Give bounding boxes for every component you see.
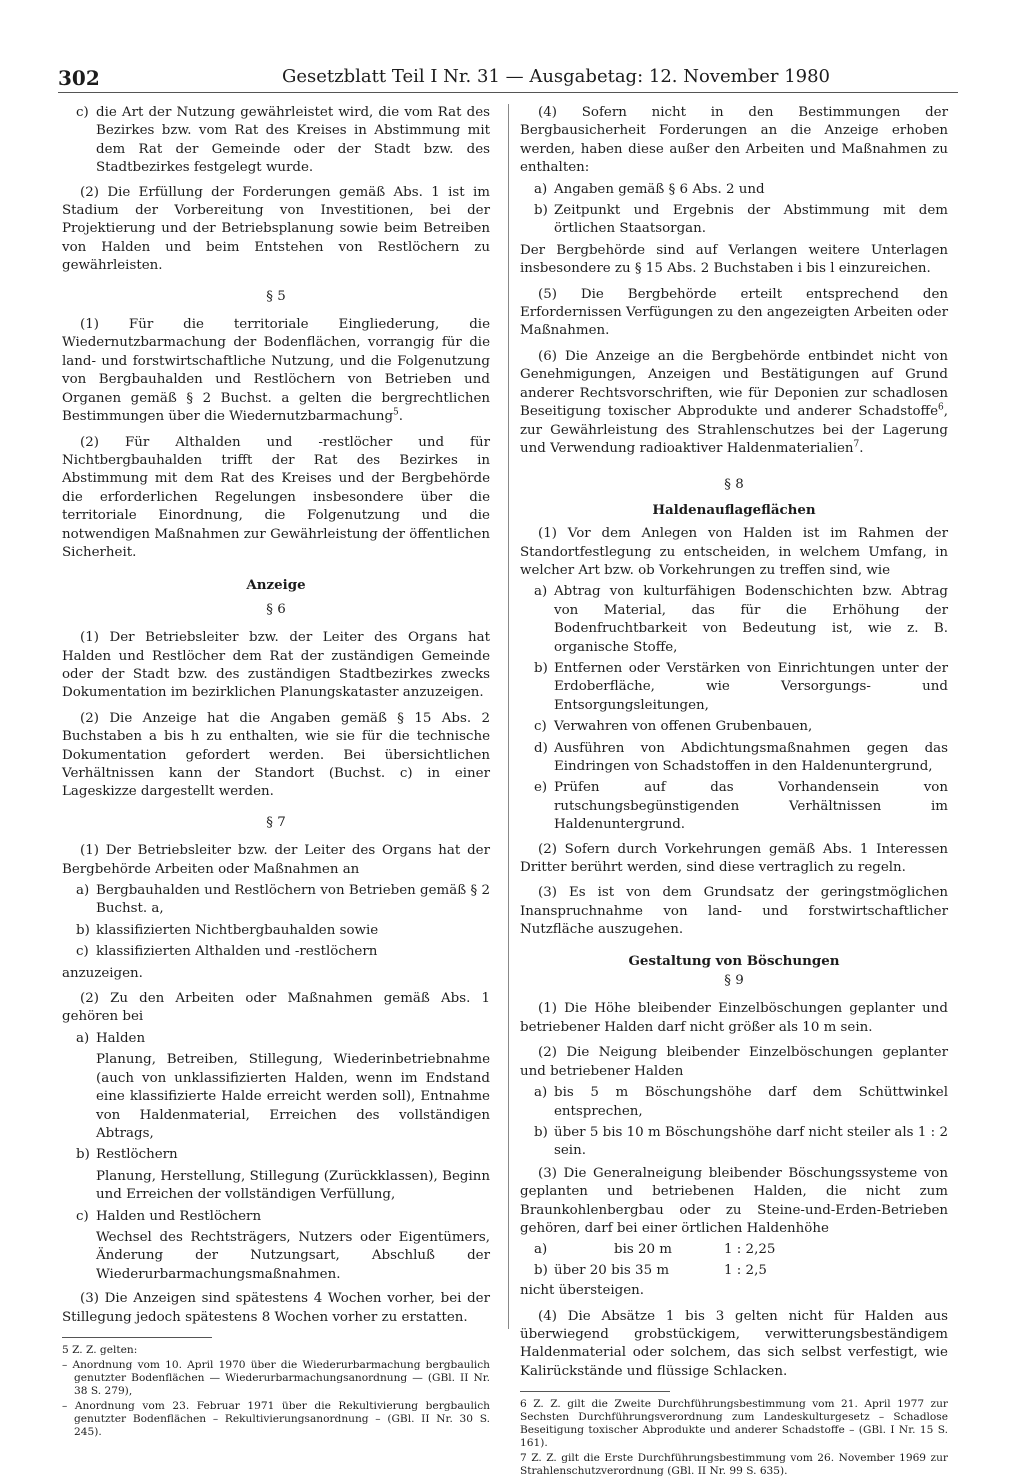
- section-6-sign: § 6: [266, 601, 286, 617]
- list-item-text: Wechsel des Rechtsträgers, Nutzers oder Eigentümers, Änderung der Nutzungsart, Abschluß der Wiederurbarmachungsmaßnahmen.: [96, 1229, 490, 1282]
- list-item: b) Entfernen oder Verstärken von Einrichtungen unter der Erdoberfläche, wie Versorgungs- und Entsorgungsleitungen,: [534, 660, 948, 713]
- paragraph: (1) Der Betriebsleiter bzw. der Leiter des Organs hat der Bergbehörde Arbeiten oder Maßnahmen an: [62, 843, 490, 877]
- paragraph: (3) Es ist von dem Grundsatz der geringstmöglichen Inanspruchnahme von land- und forstwirtschaftlicher Nutzfläche auszugehen.: [520, 885, 948, 938]
- paragraph: (1) Die Höhe bleibender Einzelböschungen geplanter und betriebener Halden darf nicht größer als 10 m sein.: [520, 1001, 948, 1035]
- table-row: b) über 20 bis 35 m 1 : 2,5: [534, 1262, 767, 1278]
- section-5-sign: § 5: [266, 288, 286, 304]
- footnote-5: 5 Z. Z. gelten:: [62, 1343, 138, 1356]
- paragraph: (4) Die Absätze 1 bis 3 gelten nicht für Halden aus überwiegend grobstückigem, verwitterungsbeständigem Haldenmaterial oder solchem, das sich selbst verfestigt, wie Kalirückstände und flüssige Schlacken.: [520, 1308, 948, 1379]
- heading-haldenauflageflaechen: Haldenauflageflächen: [652, 501, 816, 518]
- list-item-text: Planung, Herstellung, Stillegung (Zurückklassen), Beginn und Erreichen der vollständigen Verfüllung,: [96, 1168, 490, 1203]
- paragraph: (4) Sofern nicht in den Bestimmungen der Bergbausicherheit Forderungen an die Anzeige erhoben werden, haben diese außer den Arbeiten und Maßnahmen zu enthalten:: [520, 105, 948, 176]
- list-item: e) Prüfen auf das Vorhandensein von rutschungsbegünstigenden Verhältnissen im Haldenuntergrund.: [534, 780, 948, 833]
- footnote-6: 6 Z. Z. gilt die Zweite Durchführungsbestimmung vom 21. April 1977 zur Sechsten Durchführungsverordnung zum Landeskulturgesetz – Schadlose Beseitigung toxischer Abprodukte und anderer Schadstoffe – (GBl. I Nr. 15 S. 161).: [520, 1398, 948, 1450]
- paragraph: (1) Für die territoriale Eingliederung, die Wiedernutzbarmachung der Bodenflächen, vorrangig für die land- und forstwirtschaftliche Nutzung, und die Folgenutzung von Bergbauhalden und Restlöchern von Betrieben und Organen gemäß § 2 Buchst. a gelten die bergrechtlichen Bestimmungen über die Wiedernutzbarmachung$^5$.: [62, 317, 490, 425]
- list-item: c) Verwahren von offenen Grubenbauen,: [534, 719, 813, 735]
- paragraph: (3) Die Generalneigung bleibender Böschungssysteme von geplanten und betriebenen Halden, die nicht zum Braunkohlenbergbau oder zu Steine-und-Erden-Betrieben gehören, darf bei einer örtlichen Haldenhöhe: [520, 1165, 948, 1236]
- list-item: c) klassifizierten Althalden und -restlöchern: [76, 944, 378, 960]
- list-item: a) Halden: [76, 1030, 146, 1046]
- header-rule: [58, 92, 958, 93]
- list-item: a) Abtrag von kulturfähigen Bodenschichten bzw. Abtrag von Material, das für die Erhöhung der Bodenfruchtbarkeit von Bedeutung ist, wie z. B. organische Stoffe,: [534, 584, 948, 655]
- list-item-text: Planung, Betreiben, Stillegung, Wiederinbetriebnahme (auch von unklassifizierten Halden, wenn im Endstand eine klassifizierte Halde erreicht werden soll), Entnahme von Haldenmaterial, Erreichen des vollständigen Abtrags,: [96, 1052, 490, 1141]
- heading-gestaltung-boeschungen: Gestaltung von Böschungen: [628, 952, 840, 969]
- list-item: a) Angaben gemäß § 6 Abs. 2 und: [534, 181, 765, 197]
- paragraph: Der Bergbehörde sind auf Verlangen weitere Unterlagen insbesondere zu § 15 Abs. 2 Buchstaben i bis l einzureichen.: [520, 242, 948, 277]
- list-item: d) Ausführen von Abdichtungsmaßnahmen gegen das Eindringen von Schadstoffen in den Haldenuntergrund,: [534, 740, 948, 774]
- list-item: b) klassifizierten Nichtbergbauhalden sowie: [76, 922, 379, 938]
- paragraph: (1) Der Betriebsleiter bzw. der Leiter des Organs hat Halden und Restlöcher dem Rat der zuständigen Gemeinde oder der Stadt bzw. des zuständigen Stadtbezirkes zwecks Dokumentation im bezirklichen Planungskataster anzuzeigen.: [62, 630, 490, 701]
- list-item: b) über 5 bis 10 m Böschungshöhe darf nicht steiler als 1 : 2 sein.: [534, 1124, 948, 1159]
- paragraph: anzuzeigen.: [62, 965, 143, 981]
- footnote-7: 7 Z. Z. gilt die Erste Durchführungsbestimmung vom 26. November 1969 zur Strahlenschutzverordnung (GBl. II Nr. 99 S. 635).: [520, 1452, 948, 1478]
- paragraph: (3) Die Anzeigen sind spätestens 4 Wochen vorher, bei der Stillegung jedoch spätestens 8 Wochen vorher zu erstatten.: [62, 1291, 490, 1325]
- section-8-sign: § 8: [724, 477, 744, 493]
- paragraph: (6) Die Anzeige an die Bergbehörde entbindet nicht von Genehmigungen, Anzeigen und Bestätigungen auf Grund anderer Rechtsvorschriften, wie für Deponien zur schadlosen Beseitigung toxischer Abprodukte und anderer Schadstoffe$^6$, zur Gewährleistung des Strahlenschutzes bei der Lagerung und Verwendung radioaktiver Haldenmaterialien$^7$.: [520, 348, 948, 456]
- left-column: [62, 104, 490, 1441]
- paragraph: (1) Vor dem Anlegen von Halden ist im Rahmen der Standortfestlegung zu entscheiden, in welchem Umfang, in welcher Art bzw. ob Vorkehrungen zu treffen sind, wie: [520, 526, 948, 578]
- paragraph: (2) Sofern durch Vorkehrungen gemäß Abs. 1 Interessen Dritter berührt werden, sind diese vertraglich zu regeln.: [520, 841, 948, 876]
- page-number: 302: [58, 66, 100, 90]
- list-item: a) bis 5 m Böschungshöhe darf dem Schüttwinkel entsprechen,: [534, 1085, 948, 1119]
- footnote-5-item: – Anordnung vom 23. Februar 1971 über die Rekultivierung bergbaulich genutzter Bodenflächen – Rekultivierungsanordnung – (GBl. II Nr. 30 S. 245).: [62, 1399, 490, 1438]
- paragraph: nicht übersteigen.: [520, 1283, 645, 1299]
- running-head: Gesetzblatt Teil I Nr. 31 — Ausgabetag: 12. November 1980: [282, 66, 830, 87]
- page-header: [58, 66, 958, 96]
- column-divider: [508, 104, 509, 1329]
- paragraph: (2) Die Neigung bleibender Einzelböschungen geplanter und betriebener Halden: [520, 1045, 948, 1079]
- heading-anzeige: Anzeige: [246, 577, 306, 594]
- footnote-5-item: – Anordnung vom 10. April 1970 über die Wiederurbarmachung bergbaulich genutzter Bodenflächen — Wiederurbarmachungsanordnung — (GBl. II Nr. 38 S. 279),: [62, 1358, 490, 1397]
- table-row: a) bis 20 m 1 : 2,25: [534, 1242, 776, 1258]
- footnote-rule: [62, 1337, 212, 1338]
- list-item: b) Zeitpunkt und Ergebnis der Abstimmung mit dem örtlichen Staatsorgan.: [534, 203, 948, 237]
- paragraph: (2) Zu den Arbeiten oder Maßnahmen gemäß Abs. 1 gehören bei: [62, 991, 490, 1025]
- paragraph: (2) Für Althalden und -restlöcher und für Nichtbergbauhalden trifft der Rat des Bezirkes in Abstimmung mit dem Rat des Kreises und der Bergbehörde die erforderlichen Regelungen insbesondere über die territoriale Einordnung, die Folgenutzung und die notwendigen Maßnahmen zur Gewährleistung der öffentlichen Sicherheit.: [62, 434, 490, 560]
- section-7-sign: § 7: [266, 814, 286, 830]
- paragraph: (2) Die Anzeige hat die Angaben gemäß § 15 Abs. 2 Buchstaben a bis h zu enthalten, wie sie für die technische Dokumentation gefordert werden. Bei übersichtlichen Verhältnissen kann der Standort (Buchst. c) in einer Lageskizze dargestellt werden.: [62, 710, 490, 800]
- list-item: b) Restlöchern: [76, 1147, 178, 1163]
- paragraph: (5) Die Bergbehörde erteilt entsprechend den Erfordernissen Verfügungen zu den angezeigten Arbeiten oder Maßnahmen.: [520, 286, 948, 339]
- footnote-rule: [520, 1391, 670, 1392]
- paragraph: (2) Die Erfüllung der Forderungen gemäß Abs. 1 ist im Stadium der Vorbereitung von Investitionen, bei der Projektierung und der Betriebsplanung sowie beim Betreiben von Halden und beim Entstehen von Restlöchern zu gewährleisten.: [62, 184, 490, 274]
- list-item: [76, 104, 490, 178]
- right-column: [520, 104, 948, 1480]
- list-item: a) Bergbauhalden und Restlöchern von Betrieben gemäß § 2 Buchst. a,: [76, 883, 490, 917]
- item-label: c): [76, 105, 89, 120]
- list-item: c) Halden und Restlöchern: [76, 1208, 262, 1224]
- item-text: die Art der Nutzung gewährleistet wird, die vom Rat des Bezirkes bzw. vom Rat des Kreises in Abstimmung mit dem Rat der Gemeinde oder der Stadt bzw. des Stadtbezirkes festgelegt wurde.: [96, 105, 490, 176]
- section-9-sign: § 9: [724, 973, 744, 989]
